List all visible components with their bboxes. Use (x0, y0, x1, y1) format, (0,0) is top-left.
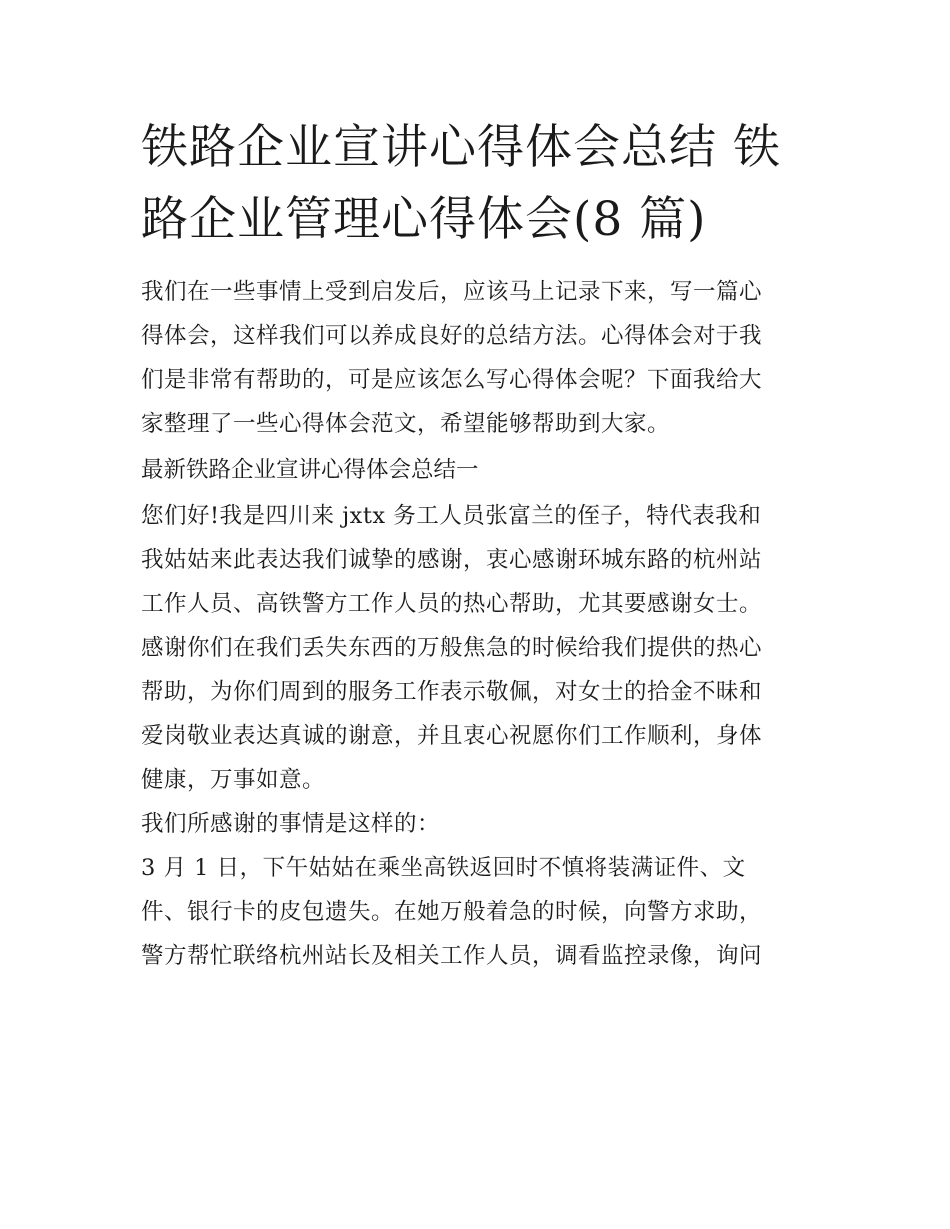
body1-line-4: 感谢你们在我们丢失东西的万般焦急的时候给我们提供的热心 (141, 635, 763, 661)
body-paragraph-2 (141, 802, 813, 846)
intro-line-2: 得体会，这样我们可以养成良好的总结方法。心得体会对于我 (141, 323, 763, 349)
body1-line-3: 工作人员、高铁警方工作人员的热心帮助，尤其要感谢女士。 (141, 591, 763, 617)
title-line-1: 铁路企业宣讲心得体会总结 铁 (141, 120, 781, 175)
body1-line-1: 您们好!我是四川来 jxtx 务工人员张富兰的侄子，特代表我和 (141, 503, 762, 529)
body3-line-3: 警方帮忙联络杭州站长及相关工作人员，调看监控录像，询问 (141, 943, 763, 969)
body1-line-2: 我姑姑来此表达我们诚挚的感谢，衷心感谢环城东路的杭州站 (141, 547, 763, 573)
document-title (141, 112, 813, 256)
body-paragraph-3 (141, 846, 813, 978)
intro-line-3: 们是非常有帮助的，可是应该怎么写心得体会呢？下面我给大 (141, 367, 763, 393)
body-paragraph-1 (141, 494, 813, 802)
title-line-2: 路企业管理心得体会(8 篇) (141, 192, 707, 247)
intro-line-4: 家整理了一些心得体会范文，希望能够帮助到大家。 (141, 411, 671, 437)
body1-line-7: 健康，万事如意。 (141, 767, 326, 793)
body1-line-6: 爱岗敬业表达真诚的谢意，并且衷心祝愿你们工作顺利，身体 (141, 723, 763, 749)
body3-line-1: 3 月 1 日，下午姑姑在乘坐高铁返回时不慎将装满证件、文 (141, 855, 746, 881)
body3-line-2: 件、银行卡的皮包遗失。在她万般着急的时候，向警方求助， (141, 899, 763, 925)
intro-paragraph (141, 270, 813, 446)
section-heading: 最新铁路企业宣讲心得体会总结一 (141, 457, 479, 483)
document-content (141, 112, 813, 978)
intro-line-1: 我们在一些事情上受到启发后，应该马上记录下来，写一篇心 (141, 279, 763, 305)
body1-line-5: 帮助，为你们周到的服务工作表示敬佩，对女士的拾金不昧和 (141, 679, 763, 705)
body2-line-1: 我们所感谢的事情是这样的： (141, 811, 441, 837)
